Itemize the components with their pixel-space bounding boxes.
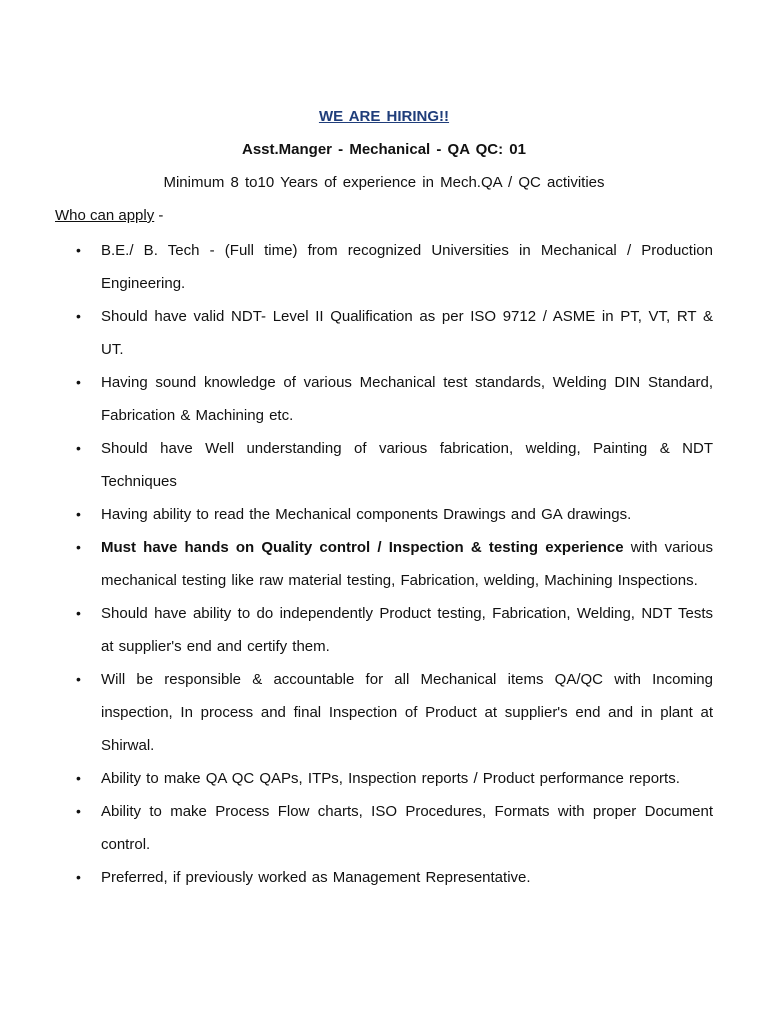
requirement-text: Having ability to read the Mechanical components Drawings and GA drawings. [101,506,632,523]
bullet-icon: • [76,869,81,885]
requirement-text: Ability to make QA QC QAPs, ITPs, Inspection reports / Product performance reports. [101,770,680,787]
requirement-text: Having sound knowledge of various Mechanical test standards, Welding DIN Standard, Fabrication & Machining etc. [101,374,713,424]
position-title: Asst.Manger - Mechanical - QA QC: 01 [241,141,526,158]
bullet-icon: • [76,605,81,621]
bullet-icon: • [76,671,81,687]
requirement-text: Ability to make Process Flow charts, ISO Procedures, Formats with proper Document control. [101,803,713,853]
who-can-apply-label: Who can apply [55,207,155,224]
requirement-text: Should have valid NDT- Level II Qualification as per ISO 9712 / ASME in PT, VT, RT & UT. [101,308,713,358]
requirement-item [0,432,713,498]
bullet-icon: • [76,539,81,555]
requirement-item [0,234,713,300]
requirement-item [0,795,713,861]
requirement-text: Should have ability to do independently Product testing, Fabrication, Welding, NDT Tests at supplier's end and certify them. [101,605,713,655]
hiring-title: WE ARE HIRING!! [318,108,450,125]
bullet-icon: • [76,308,81,324]
requirements-list [0,234,768,894]
requirement-text: Should have Well understanding of various fabrication, welding, Painting & NDT Techniques [101,440,713,490]
requirement-item [0,531,713,597]
requirement-text: Will be responsible & accountable for all Mechanical items QA/QC with Incoming inspection, In process and final Inspection of Product at supplier's end and in plant at Shirwal. [101,671,713,754]
requirement-text: B.E./ B. Tech - (Full time) from recognized Universities in Mechanical / Production Engineering. [101,242,713,292]
requirement-item [0,366,713,432]
requirement-item [0,663,713,762]
requirement-item [0,861,713,894]
requirement-item [0,300,713,366]
requirement-item [0,498,713,531]
requirement-item [0,597,713,663]
bullet-icon: • [76,374,81,390]
bullet-icon: • [76,770,81,786]
requirement-text: with various mechanical testing like raw material testing, Fabrication, welding, Machining Inspections. [101,539,713,589]
bullet-icon: • [76,440,81,456]
bullet-icon: • [76,506,81,522]
who-can-apply [55,207,163,224]
requirement-text: Preferred, if previously worked as Management Representative. [101,869,531,886]
requirement-item [0,762,713,795]
who-can-apply-suffix: - [154,207,164,224]
bullet-icon: • [76,242,81,258]
bullet-icon: • [76,803,81,819]
requirement-bold-text: Must have hands on Quality control / Inspection & testing experience [101,539,624,556]
experience-line: Minimum 8 to10 Years of experience in Mech.QA / QC activities [163,174,605,191]
